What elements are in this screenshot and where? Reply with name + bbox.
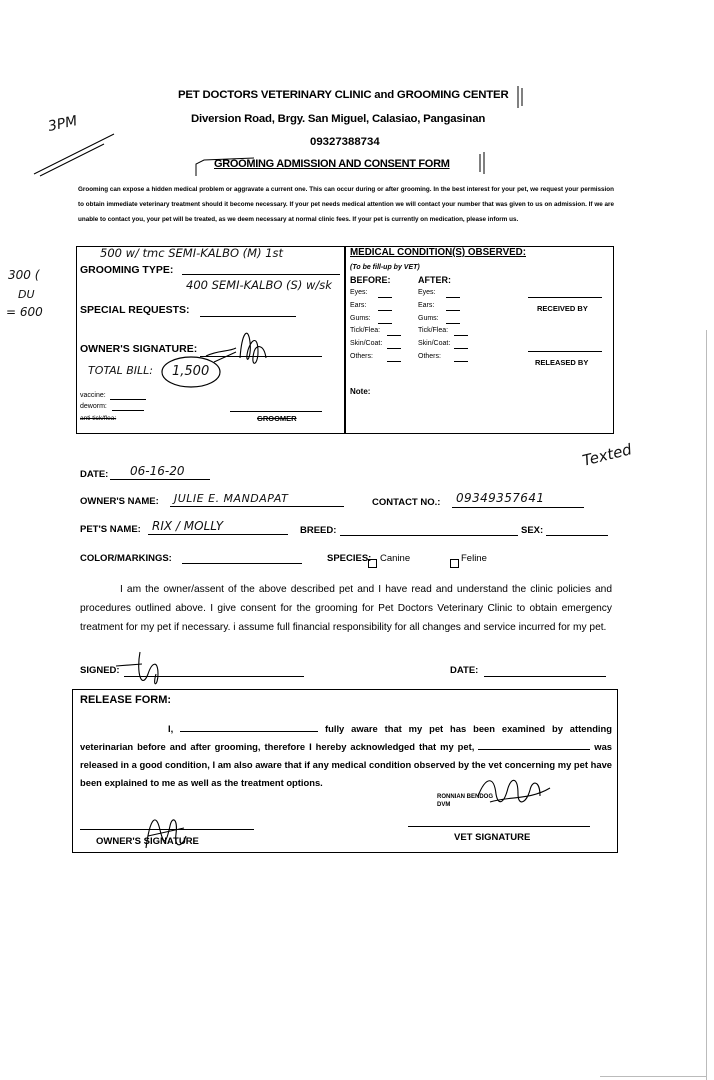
consent-paragraph: I am the owner/assent of the above described pet and I have read and understand the clinic policies and procedures outlined above. I give consent for the grooming for Pet Doctors Veterinary Clinic to obtain emergency treatment for my pet if necessary. i assume full financial responsibility for all changes and service incurred for my pet. — [80, 584, 612, 633]
before-condition-field — [387, 348, 401, 349]
color-markings-field — [182, 563, 302, 564]
before-label: BEFORE: — [350, 275, 391, 285]
vet-signature-label: VET SIGNATURE — [454, 832, 531, 843]
date-field — [110, 479, 210, 480]
before-condition-field — [378, 323, 392, 324]
release-pet-name-field — [478, 739, 590, 750]
after-condition-field — [446, 297, 460, 298]
grooming-type-line1: 500 w/ tmc SEMI-KALBO (M) 1st — [100, 246, 284, 260]
after-condition-1: Ears: — [418, 301, 435, 309]
color-markings-label: COLOR/MARKINGS: — [80, 553, 172, 564]
after-condition-field — [454, 335, 468, 336]
after-condition-field — [446, 323, 460, 324]
bracket-mark — [514, 84, 528, 110]
received-by-label: RECEIVED BY — [537, 304, 588, 313]
medical-title: MEDICAL CONDITION(S) OBSERVED: — [350, 247, 526, 258]
before-condition-field — [378, 297, 392, 298]
after-condition-field — [454, 348, 468, 349]
release-title: RELEASE FORM: — [80, 694, 172, 706]
species-label: SPECIES: — [327, 553, 372, 564]
note-label: Note: — [350, 387, 371, 396]
after-condition-5: Others: — [418, 353, 441, 360]
after-condition-field — [446, 310, 460, 311]
before-condition-5: Others: — [350, 353, 373, 360]
after-condition-4: Skin/Coat: — [418, 340, 451, 348]
vaccine-field — [110, 399, 146, 400]
scan-edge-line — [706, 330, 707, 1080]
texted-annotation: Texted — [580, 440, 634, 470]
release-owner-name-field — [180, 721, 318, 732]
after-condition-field — [454, 361, 468, 362]
released-by-label: RELEASED BY — [535, 358, 589, 367]
admission-divider — [344, 247, 346, 433]
pet-name-field — [148, 534, 288, 535]
total-bill-label: TOTAL BILL: — [88, 364, 153, 377]
grooming-type-line2: 400 SEMI-KALBO (S) w/sk — [186, 278, 332, 292]
feline-checkbox[interactable] — [450, 555, 461, 573]
scan-bottom-line — [600, 1076, 706, 1077]
margin-slash-marks — [30, 130, 120, 180]
groomer-line — [230, 411, 322, 412]
margin-time-note: 3PM — [46, 113, 79, 135]
after-condition-2: Gums: — [418, 314, 439, 322]
vet-signature-line — [408, 826, 590, 827]
before-condition-2: Gums: — [350, 314, 371, 322]
deworm-label: deworm: — [80, 403, 107, 410]
clinic-phone: 09327388734 — [310, 136, 380, 148]
contact-field — [452, 507, 584, 508]
signed-label: SIGNED: — [80, 665, 120, 676]
release-owner-signature-scribble — [140, 808, 194, 856]
after-condition-3: Tick/Flea: — [418, 327, 449, 335]
after-condition-0: Eyes: — [418, 289, 436, 296]
date-label: DATE: — [80, 469, 109, 480]
owners-signature-release-label: OWNER'S SIGNATURE — [96, 836, 199, 847]
grooming-type-label: GROOMING TYPE: — [80, 264, 174, 276]
before-condition-field — [378, 310, 392, 311]
form-title: GROOMING ADMISSION AND CONSENT FORM — [214, 158, 450, 170]
total-bill-circle — [158, 352, 226, 392]
before-condition-1: Ears: — [350, 301, 367, 309]
groomer-label: GROOMER — [257, 414, 297, 423]
release-text-1: fully aware that my pet has been examined by attending veterinarian before and after grooming, therefore I hereby acknowledged that my pet, — [80, 723, 612, 752]
release-text-2: was released in a good condition, I am also aware that if any medical condition observed by the vet concerning my pet have been explained to me as well as the treatment options. — [80, 741, 613, 788]
after-label: AFTER: — [418, 275, 451, 285]
consent-signature-scribble — [112, 644, 182, 694]
feline-label: Feline — [461, 553, 487, 564]
clinic-name: PET DOCTORS VETERINARY CLINIC and GROOMING CENTER — [178, 89, 509, 101]
owner-name-label: OWNER'S NAME: — [80, 496, 159, 507]
before-condition-3: Tick/Flea: — [350, 327, 381, 335]
before-condition-field — [387, 335, 401, 336]
grooming-type-underline — [182, 274, 340, 275]
consent-date-label: DATE: — [450, 665, 479, 676]
before-condition-4: Skin/Coat: — [350, 340, 383, 348]
received-by-line — [528, 297, 602, 298]
vet-stamp: RONNIAN BENDOG DVM — [437, 794, 494, 808]
margin-price-note-2: DU — [18, 288, 35, 301]
special-requests-label: SPECIAL REQUESTS: — [80, 304, 190, 316]
released-by-line — [528, 351, 602, 352]
pet-name-label: PET'S NAME: — [80, 524, 141, 535]
release-i: I, — [168, 723, 174, 734]
before-condition-0: Eyes: — [350, 289, 368, 296]
contact-value: 09349357641 — [456, 491, 545, 505]
margin-price-note-3: = 600 — [6, 305, 43, 319]
deworm-field — [112, 410, 144, 411]
medical-subtitle: (To be fill-up by VET) — [350, 264, 420, 271]
sex-field — [546, 535, 608, 536]
anti-tick-label: anti tick/flea: — [80, 415, 117, 422]
total-bill-value: 1,500 — [172, 364, 210, 379]
vaccine-label: vaccine: — [80, 392, 106, 399]
grooming-notice: Grooming can expose a hidden medical problem or aggravate a current one. This can occur during or after grooming. In the best interest for your pet, we request your permission to obtain immediate veterinary treatment should it become necessary. If your pet needs medical attention we will contact your number that was given to us on admission. If we are unable to contact you, your pet will be treated, as we deem necessary at normal clinic fees. If your pet is currently on medication, please inform us. — [78, 186, 614, 223]
before-condition-field — [387, 361, 401, 362]
pet-name-value: RIX / MOLLY — [152, 519, 224, 533]
special-requests-field — [200, 316, 296, 317]
canine-checkbox[interactable] — [368, 555, 379, 573]
breed-field — [340, 535, 518, 536]
date-value: 06-16-20 — [130, 464, 185, 478]
margin-price-note-1: 300 ( — [8, 268, 40, 282]
title-frame — [194, 150, 490, 180]
consent-date-field — [484, 676, 606, 677]
breed-label: BREED: — [300, 525, 337, 536]
owner-name-value: JULIE E. MANDAPAT — [174, 492, 289, 505]
canine-label: Canine — [380, 553, 411, 564]
contact-label: CONTACT NO.: — [372, 497, 441, 508]
owner-name-field — [170, 506, 344, 507]
sex-label: SEX: — [521, 525, 544, 536]
owners-signature-label: OWNER'S SIGNATURE: — [80, 343, 198, 355]
clinic-address: Diversion Road, Brgy. San Miguel, Calasiao, Pangasinan — [191, 113, 486, 125]
